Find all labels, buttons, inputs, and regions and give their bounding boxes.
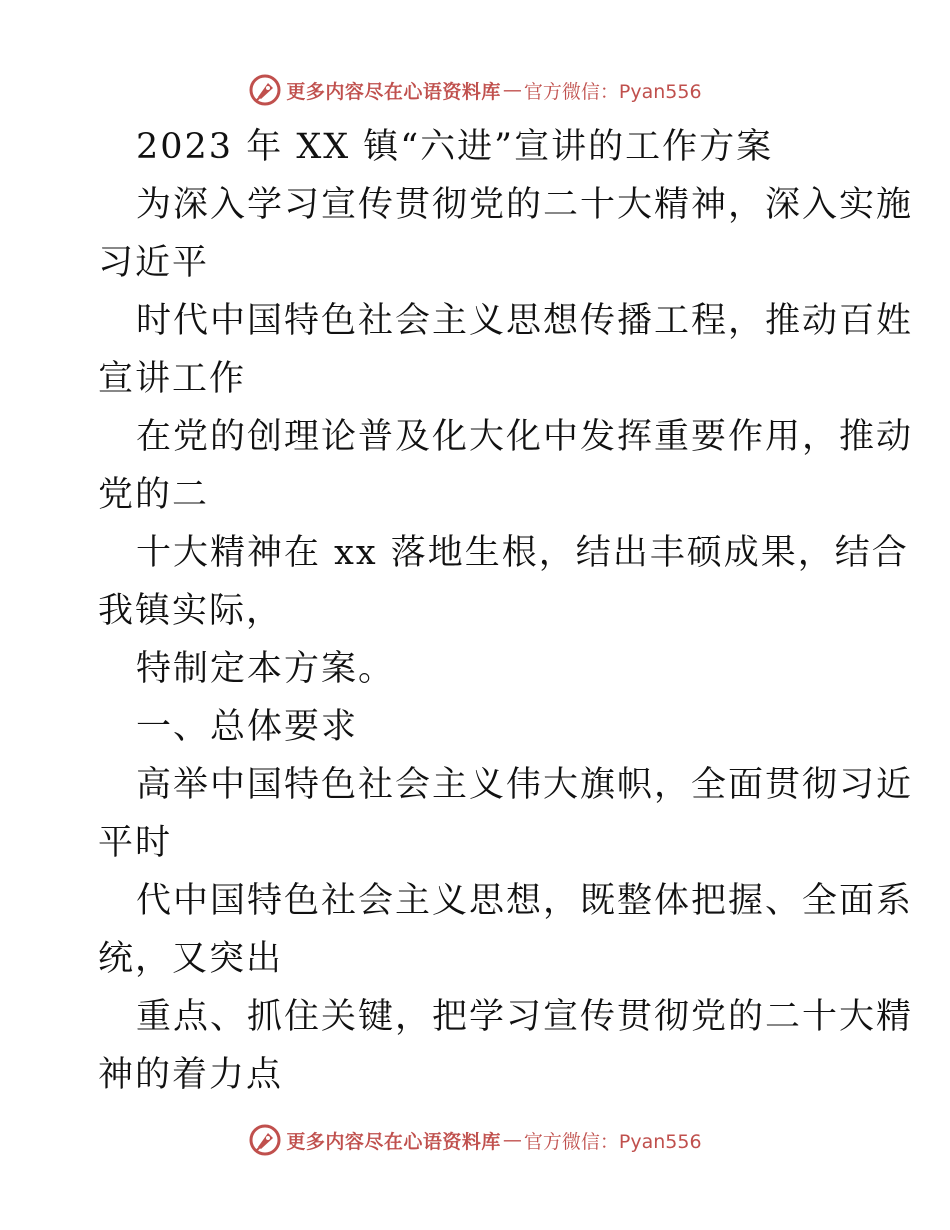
paragraph-line: 我镇实际， [98,591,284,631]
paragraph-line: 习近平 [98,243,210,283]
document-body [98,118,914,1104]
paragraph-line: 十大精神在 xx 落地生根，结出丰硕成果，结合 [136,533,909,573]
paragraph-line: 重点、抓住关键，把学习宣传贯彻党的二十大精 [136,997,914,1037]
paragraph-line: 神的着力点 [98,1055,284,1095]
paragraph-line: 党的二 [98,475,210,515]
paragraph-line: 统，又突出 [98,939,284,979]
watermark-contact: 官方微信：Pyan556 [523,1130,702,1153]
watermark-separator: — [502,1129,522,1151]
pen-nib-circle-icon [248,1123,282,1157]
watermark-brand: 更多内容尽在心语资料库 [286,1130,501,1153]
paragraph-line: 高举中国特色社会主义伟大旗帜，全面贯彻习近 [136,765,914,805]
paragraph-line: 代中国特色社会主义思想，既整体把握、全面系 [136,881,914,921]
watermark-brand: 更多内容尽在心语资料库 [286,80,501,103]
watermark-banner-bottom [0,1118,950,1162]
paragraph-line: 为深入学习宣传贯彻党的二十大精神，深入实施 [136,185,914,225]
pen-nib-circle-icon [248,73,282,107]
watermark-separator: — [502,79,522,101]
paragraph-line: 特制定本方案。 [136,649,396,689]
watermark-banner-top [0,68,950,112]
paragraph-line: 时代中国特色社会主义思想传播工程，推动百姓 [136,301,914,341]
document-title: 2023 年 XX 镇“六进”宣讲的工作方案 [136,127,774,167]
watermark-contact: 官方微信：Pyan556 [523,80,702,103]
paragraph-line: 平时 [98,823,173,863]
section-heading: 一、总体要求 [136,707,359,747]
paragraph-line: 在党的创理论普及化大化中发挥重要作用，推动 [136,417,914,457]
paragraph-line: 宣讲工作 [98,359,247,399]
